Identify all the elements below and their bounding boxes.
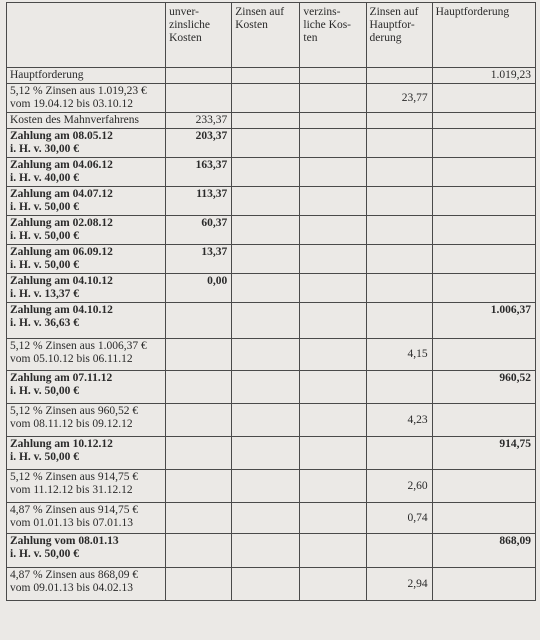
verzinsliche-kosten-cell: [300, 303, 366, 339]
row-label: 5,12 % Zinsen aus 1.019,23 € vom 19.04.12 bis 03.10.12: [7, 84, 166, 113]
zinsen-auf-kosten-cell: [232, 216, 300, 245]
table-row: [7, 437, 536, 470]
table-row: [7, 245, 536, 274]
hauptforderung-cell: [432, 245, 535, 274]
hauptforderung-cell: [432, 274, 535, 303]
zinsen-auf-hauptforderung-cell: [366, 113, 432, 129]
verzinsliche-kosten-cell: [300, 437, 366, 470]
table-row: [7, 404, 536, 437]
row-label: Zahlung am 04.06.12 i. H. v. 40,00 €: [7, 158, 166, 187]
zinsen-auf-kosten-cell: [232, 158, 300, 187]
verzinsliche-kosten-cell: [300, 404, 366, 437]
table-row: [7, 568, 536, 601]
row-label: Zahlung am 02.08.12 i. H. v. 50,00 €: [7, 216, 166, 245]
row-label: Zahlung am 06.09.12 i. H. v. 50,00 €: [7, 245, 166, 274]
table-row: [7, 470, 536, 503]
verzinsliche-kosten-cell: [300, 371, 366, 404]
claim-calculation-table: [6, 2, 536, 601]
table-row: [7, 503, 536, 534]
row-label: 5,12 % Zinsen aus 914,75 € vom 11.12.12 bis 31.12.12: [7, 470, 166, 503]
hauptforderung-cell: [432, 158, 535, 187]
row-label: Zahlung am 04.10.12 i. H. v. 13,37 €: [7, 274, 166, 303]
hauptforderung-cell: [432, 339, 535, 371]
table-row: [7, 274, 536, 303]
zinsen-auf-hauptforderung-cell: [366, 187, 432, 216]
verzinsliche-kosten-cell: [300, 84, 366, 113]
row-label: 4,87 % Zinsen aus 868,09 € vom 09.01.13 bis 04.02.13: [7, 568, 166, 601]
zinsen-auf-hauptforderung-cell: 2,94: [366, 568, 432, 601]
verzinsliche-kosten-cell: [300, 158, 366, 187]
zinsen-auf-kosten-cell: [232, 404, 300, 437]
verzinsliche-kosten-cell: [300, 68, 366, 84]
header-verzinsliche-kosten: verzins- liche Kos- ten: [300, 3, 366, 68]
unverzinsliche-kosten-cell: [166, 534, 232, 568]
hauptforderung-cell: 960,52: [432, 371, 535, 404]
unverzinsliche-kosten-cell: 163,37: [166, 158, 232, 187]
verzinsliche-kosten-cell: [300, 245, 366, 274]
row-label: Zahlung am 04.10.12 i. H. v. 36,63 €: [7, 303, 166, 339]
hauptforderung-cell: [432, 404, 535, 437]
unverzinsliche-kosten-cell: [166, 437, 232, 470]
header-hauptforderung: Hauptforderung: [432, 3, 535, 68]
table-row: [7, 303, 536, 339]
hauptforderung-cell: [432, 113, 535, 129]
row-label: Zahlung am 10.12.12 i. H. v. 50,00 €: [7, 437, 166, 470]
table-row: [7, 371, 536, 404]
hauptforderung-cell: 914,75: [432, 437, 535, 470]
verzinsliche-kosten-cell: [300, 216, 366, 245]
hauptforderung-cell: [432, 129, 535, 158]
table-row: [7, 339, 536, 371]
table-row: [7, 216, 536, 245]
table-row: [7, 158, 536, 187]
zinsen-auf-kosten-cell: [232, 113, 300, 129]
unverzinsliche-kosten-cell: 60,37: [166, 216, 232, 245]
hauptforderung-cell: 1.019,23: [432, 68, 535, 84]
unverzinsliche-kosten-cell: [166, 470, 232, 503]
unverzinsliche-kosten-cell: [166, 404, 232, 437]
hauptforderung-cell: [432, 470, 535, 503]
hauptforderung-cell: [432, 187, 535, 216]
unverzinsliche-kosten-cell: 233,37: [166, 113, 232, 129]
zinsen-auf-hauptforderung-cell: [366, 129, 432, 158]
verzinsliche-kosten-cell: [300, 534, 366, 568]
zinsen-auf-hauptforderung-cell: [366, 216, 432, 245]
header-description: [7, 3, 166, 68]
zinsen-auf-kosten-cell: [232, 274, 300, 303]
hauptforderung-cell: [432, 503, 535, 534]
verzinsliche-kosten-cell: [300, 274, 366, 303]
verzinsliche-kosten-cell: [300, 129, 366, 158]
table-row: [7, 68, 536, 84]
table-row: [7, 534, 536, 568]
table-row: [7, 84, 536, 113]
unverzinsliche-kosten-cell: 113,37: [166, 187, 232, 216]
row-label: 4,87 % Zinsen aus 914,75 € vom 01.01.13 bis 07.01.13: [7, 503, 166, 534]
row-label: Zahlung am 07.11.12 i. H. v. 50,00 €: [7, 371, 166, 404]
unverzinsliche-kosten-cell: [166, 303, 232, 339]
verzinsliche-kosten-cell: [300, 187, 366, 216]
zinsen-auf-kosten-cell: [232, 245, 300, 274]
verzinsliche-kosten-cell: [300, 503, 366, 534]
unverzinsliche-kosten-cell: [166, 84, 232, 113]
zinsen-auf-hauptforderung-cell: [366, 371, 432, 404]
verzinsliche-kosten-cell: [300, 339, 366, 371]
row-label: Kosten des Mahnverfahrens: [7, 113, 166, 129]
unverzinsliche-kosten-cell: [166, 339, 232, 371]
zinsen-auf-hauptforderung-cell: [366, 245, 432, 274]
row-label: Zahlung am 04.07.12 i. H. v. 50,00 €: [7, 187, 166, 216]
unverzinsliche-kosten-cell: [166, 371, 232, 404]
zinsen-auf-kosten-cell: [232, 371, 300, 404]
table-header-row: [7, 3, 536, 68]
row-label: Zahlung vom 08.01.13 i. H. v. 50,00 €: [7, 534, 166, 568]
table-row: [7, 129, 536, 158]
hauptforderung-cell: 1.006,37: [432, 303, 535, 339]
zinsen-auf-hauptforderung-cell: [366, 274, 432, 303]
header-zinsen-auf-hauptforderung: Zinsen auf Hauptfor- derung: [366, 3, 432, 68]
verzinsliche-kosten-cell: [300, 470, 366, 503]
zinsen-auf-hauptforderung-cell: 0,74: [366, 503, 432, 534]
unverzinsliche-kosten-cell: [166, 503, 232, 534]
zinsen-auf-kosten-cell: [232, 534, 300, 568]
zinsen-auf-kosten-cell: [232, 187, 300, 216]
hauptforderung-cell: 868,09: [432, 534, 535, 568]
unverzinsliche-kosten-cell: 0,00: [166, 274, 232, 303]
zinsen-auf-hauptforderung-cell: [366, 437, 432, 470]
row-label: 5,12 % Zinsen aus 960,52 € vom 08.11.12 bis 09.12.12: [7, 404, 166, 437]
hauptforderung-cell: [432, 568, 535, 601]
zinsen-auf-kosten-cell: [232, 503, 300, 534]
hauptforderung-cell: [432, 84, 535, 113]
unverzinsliche-kosten-cell: 13,37: [166, 245, 232, 274]
table-row: [7, 113, 536, 129]
row-label: Zahlung am 08.05.12 i. H. v. 30,00 €: [7, 129, 166, 158]
header-unverzinsliche-kosten: unver- zinsliche Kosten: [166, 3, 232, 68]
verzinsliche-kosten-cell: [300, 568, 366, 601]
zinsen-auf-hauptforderung-cell: [366, 68, 432, 84]
table-row: [7, 187, 536, 216]
zinsen-auf-hauptforderung-cell: [366, 303, 432, 339]
unverzinsliche-kosten-cell: [166, 68, 232, 84]
zinsen-auf-kosten-cell: [232, 339, 300, 371]
table-body: [7, 68, 536, 601]
zinsen-auf-kosten-cell: [232, 84, 300, 113]
unverzinsliche-kosten-cell: 203,37: [166, 129, 232, 158]
zinsen-auf-kosten-cell: [232, 303, 300, 339]
zinsen-auf-hauptforderung-cell: 23,77: [366, 84, 432, 113]
zinsen-auf-kosten-cell: [232, 129, 300, 158]
row-label: Hauptforderung: [7, 68, 166, 84]
zinsen-auf-kosten-cell: [232, 470, 300, 503]
zinsen-auf-kosten-cell: [232, 68, 300, 84]
zinsen-auf-hauptforderung-cell: 4,23: [366, 404, 432, 437]
zinsen-auf-hauptforderung-cell: [366, 534, 432, 568]
zinsen-auf-hauptforderung-cell: 2,60: [366, 470, 432, 503]
row-label: 5,12 % Zinsen aus 1.006,37 € vom 05.10.12 bis 06.11.12: [7, 339, 166, 371]
zinsen-auf-kosten-cell: [232, 568, 300, 601]
verzinsliche-kosten-cell: [300, 113, 366, 129]
unverzinsliche-kosten-cell: [166, 568, 232, 601]
zinsen-auf-kosten-cell: [232, 437, 300, 470]
header-zinsen-auf-kosten: Zinsen auf Kosten: [232, 3, 300, 68]
zinsen-auf-hauptforderung-cell: [366, 158, 432, 187]
zinsen-auf-hauptforderung-cell: 4,15: [366, 339, 432, 371]
hauptforderung-cell: [432, 216, 535, 245]
